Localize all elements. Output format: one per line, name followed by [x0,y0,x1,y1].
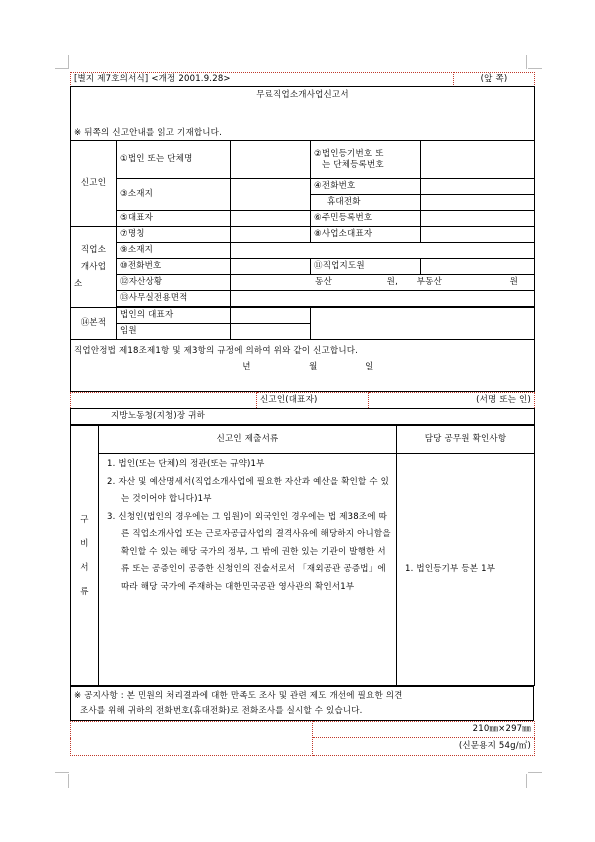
hq-blank [311,308,535,340]
hq-officer-field[interactable] [231,324,311,340]
agency-region-field[interactable] [421,259,535,275]
corp-reg-field[interactable] [421,141,535,179]
month-label: 월 [309,362,318,372]
agency-address-field[interactable] [231,243,535,259]
crop-mark-top-right [526,55,527,69]
applicant-table [70,86,535,392]
day-label: 일 [365,362,374,372]
applicant-label: 신고인 [71,141,117,227]
notice-line-2: 조사를 위해 귀하의 전화번호(휴대전화)로 전화조사를 실시할 수 있습니다. [80,705,363,716]
year-label: 년 [242,362,251,372]
representative-field[interactable] [231,211,311,227]
sign-label[interactable]: (서명 또는 인) [369,393,535,409]
corp-name-field[interactable] [231,141,311,179]
agency-rep-label: ⑧사업소대표자 [311,227,421,243]
representative-label: ⑤대표자 [117,211,231,227]
addressee: 지방노동청(지청)장 귀하 [71,409,535,425]
hq-label: ⑭본적 [71,308,117,340]
official-item: 1. 법인등기부 등본 1부 [397,454,535,686]
paper-size: 210㎜×297㎜ [313,722,535,738]
official-header: 담당 공무원 확인사항 [397,426,535,454]
crop-mark-top-left-h [55,68,69,69]
signer-table [70,392,535,425]
date-line [74,362,531,373]
paper-type: (신문용지 54g/㎡) [313,738,535,756]
agency-name-field[interactable] [231,227,311,243]
corp-name-label: ①법인 또는 단체명 [117,141,231,179]
phone-field[interactable] [421,179,535,195]
agency-address-label: ⑨소재지 [117,243,231,259]
agency-phone-field[interactable] [231,259,311,275]
agency-name-label: ⑦명칭 [117,227,231,243]
notice-line-1: ※ 공지사항 : 본 민원의 처리결과에 대한 만족도 조사 및 관련 제도 개선에 필요한 의견 [74,690,403,701]
documents-side-label: 구 비 서 류 [71,426,99,686]
form-ref: [별지 제7호의서식] <개정 2001.9.28> [71,73,454,87]
crop-mark-top-right-h [528,68,542,69]
note-back: ※ 뒤쪽의 신고안내를 읽고 기재합니다. [71,105,535,141]
list-item: 1. 법인(또는 단체)의 정관(또는 규약)1부 [107,459,265,469]
agency-rep-field[interactable] [421,227,535,243]
list-item: 3. 신청인(법인의 경우에는 그 임원)이 외국인인 경우에는 법 제38조에 따른 직업소개사업 또는 근로자공급사업의 결격사유에 해당하지 아니함을 확인할 수 있는 해당 국가의 정부, 그 밖에 권한 있는 기관이 발행한 서류 또는 공증인이 공증한 신청인의 진술서로서 「재외공관 공증법」에 따라 해당 국가에 주재하는 대한민국공관 영사관의 확인서1부 [107,511,391,592]
crop-mark-top-left [68,55,69,69]
address-label: ③소재지 [117,179,231,211]
paper-table [70,721,535,756]
paper-blank [71,722,313,756]
resident-no-label: ⑥주민등록번호 [311,211,421,227]
crop-mark-bottom-left-h [55,772,69,773]
list-item: 2. 자산 및 예산명세서(직업소개사업에 필요한 자산과 예산을 확인할 수 있는 것이어야 합니다)1부 [107,476,390,504]
corp-reg-label: ②법인등기번호 또 는 단체등록번호 [311,141,421,179]
assets-label: ⑫자산상황 [117,275,231,291]
crop-mark-bottom-right-h [528,772,542,773]
documents-table [70,425,535,686]
hq-rep-field[interactable] [231,308,311,324]
office-area-field[interactable] [231,291,535,307]
notice-table [70,686,534,721]
hq-rep-label: 법인의 대표자 [117,308,231,324]
page-title: 무료직업소개사업신고서 [71,87,535,105]
signer-blank [71,393,257,409]
submit-header: 신고인 제출서류 [99,426,397,454]
report-form [70,72,534,756]
agency-region-label: ⑪직업지도원 [311,259,421,275]
hq-officer-label: 임원 [117,324,231,340]
crop-mark-bottom-right [526,774,527,788]
submit-list [99,454,397,686]
signer-label: 신고인(대표자) [257,393,369,409]
declaration-text: 직업안정법 제18조제1항 및 제3항의 규정에 의하여 위와 같이 신고합니다. [74,346,359,356]
assets-field[interactable]: 동산 원, 부동산 원 [231,275,535,291]
office-area-label: ⑬사무실전용면적 [117,291,231,307]
crop-mark-bottom-left [68,774,69,788]
mobile-label: 휴대전화 [311,195,421,211]
agency-phone-label: ⑩전화번호 [117,259,231,275]
agency-label: 직업소 개사업 소 [71,227,117,308]
declaration-block [71,340,535,392]
notice-block [71,687,534,721]
side-label: (앞 쪽) [454,73,535,87]
mobile-field[interactable] [421,195,535,211]
form-header [70,72,535,87]
address-field[interactable] [231,179,311,211]
phone-label: ④전화번호 [311,179,421,195]
resident-no-field[interactable] [421,211,535,227]
